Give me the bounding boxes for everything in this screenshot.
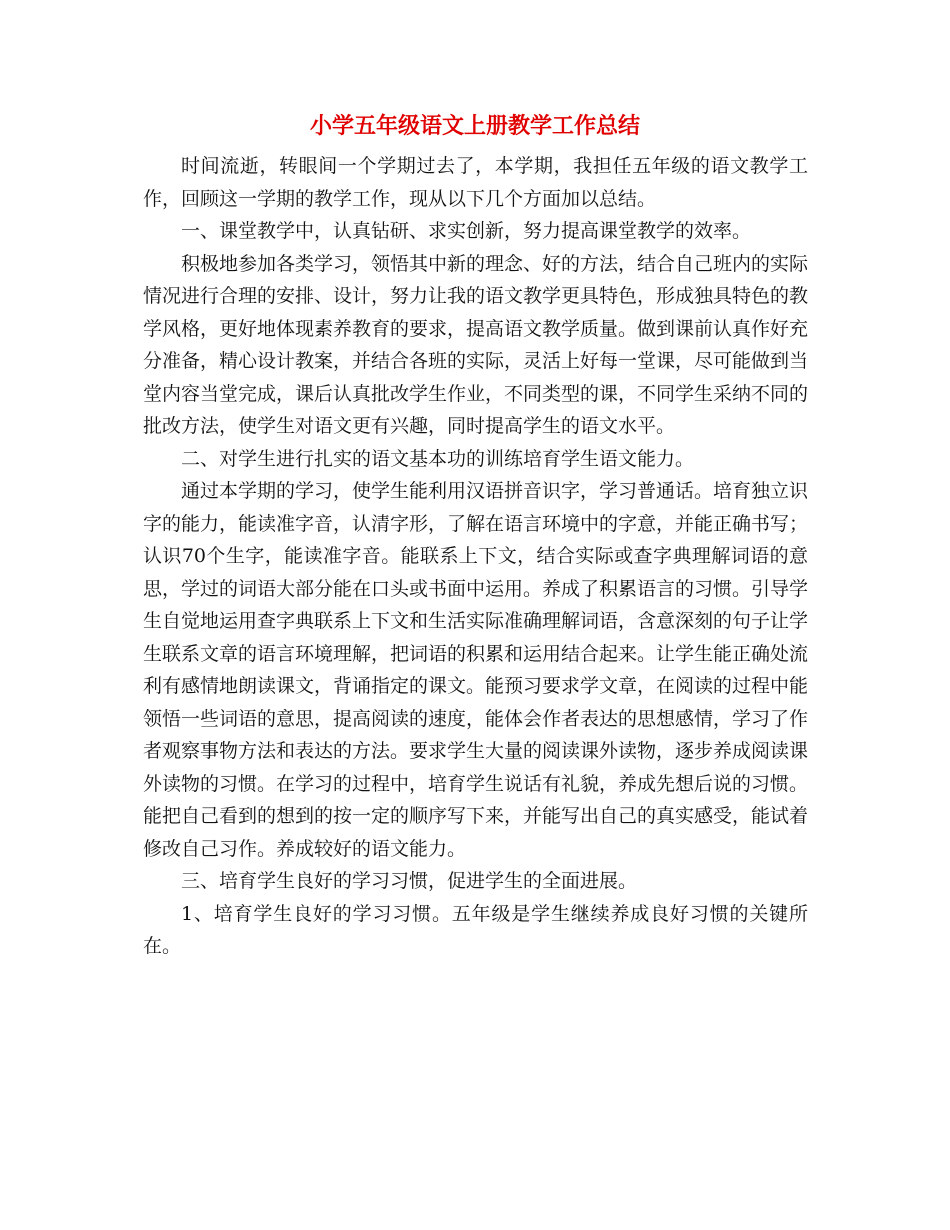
paragraph-section-3-item-1: 1、培育学生良好的学习习惯。五年级是学生继续养成良好习惯的关键所在。: [143, 902, 808, 957]
paragraph-section-1: 积极地参加各类学习，领悟其中新的理念、好的方法，结合自己班内的实际情况进行合理的安排、设计，努力让我的语文教学更具特色，形成独具特色的教学风格，更好地体现素养教育的要求，提高语文教学质量。做到课前认真作好充分准备，精心设计教案，并结合各班的实际，灵活上好每一堂课，尽可能做到当堂内容当堂完成，课后认真批改学生作业，不同类型的课，不同学生采纳不同的批改方法，使学生对语文更有兴趣，同时提高学生的语文水平。: [143, 252, 809, 437]
document-body: [143, 150, 808, 963]
paragraph-section-2: 通过本学期的学习，使学生能利用汉语拼音识字，学习普通话。培育独立识字的能力，能读准字音，认清字形，了解在语言环境中的字意，并能正确书写；认识70个生字，能读准字音。能联系上下文，结合实际或查字典理解词语的意思，学过的词语大部分能在口头或书面中运用。养成了积累语言的习惯。引导学生自觉地运用查字典联系上下文和生活实际准确理解词语，含意深刻的句子让学生联系文章的语言环境理解，把词语的积累和运用结合起来。让学生能正确处流利有感情地朗读课文，背诵指定的课文。能预习要求学文章，在阅读的过程中能领悟一些词语的意思，提高阅读的速度，能体会作者表达的思想感情，学习了作者观察事物方法和表达的方法。要求学生大量的阅读课外读物，逐步养成阅读课外读物的习惯。在学习的过程中，培育学生说话有礼貌，养成先想后说的习惯。能把自己看到的想到的按一定的顺序写下来，并能写出自己的真实感受，能试着修改自己习作。养成较好的语文能力。: [143, 480, 809, 860]
paragraph-intro: 时间流逝，转眼间一个学期过去了，本学期，我担任五年级的语文教学工作，回顾这一学期的教学工作，现从以下几个方面加以总结。: [143, 155, 808, 210]
section-heading-2: 二、对学生进行扎实的语文基本功的训练培育学生语文能力。: [181, 447, 695, 470]
section-heading-3: 三、培育学生良好的学习习惯，促进学生的全面进展。: [181, 870, 638, 892]
document-title: 小学五年级语文上册教学工作总结: [309, 113, 640, 139]
section-heading-1: 一、课堂教学中，认真钻研、求实创新，努力提高课堂教学的效率。: [181, 220, 752, 242]
